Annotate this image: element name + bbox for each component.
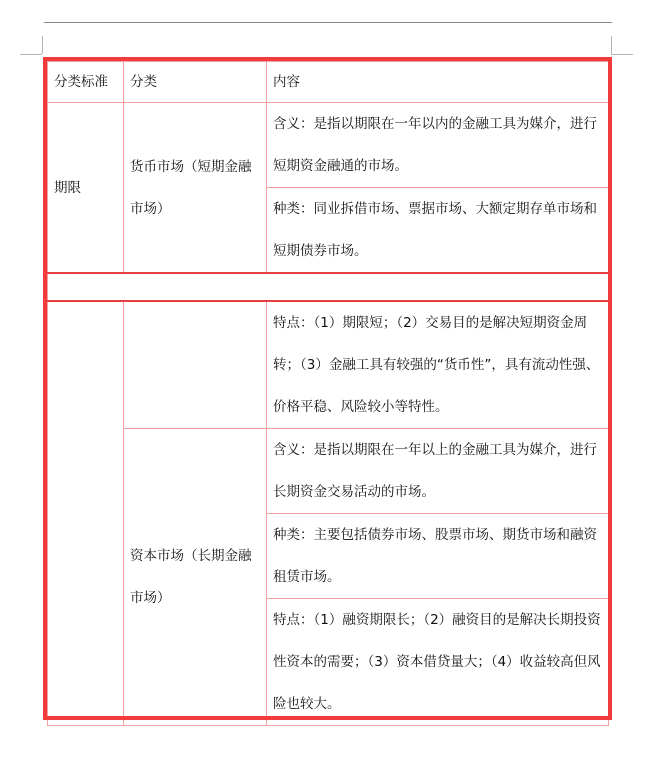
content-cell-money-market-types: 种类：同业拆借市场、票据市场、大额定期存单市场和短期债券市场。 [267,188,609,274]
content-cell-money-market-definition: 含义：是指以期限在一年以内的金融工具为媒介，进行短期资金融通的市场。 [267,103,609,188]
content-cell-capital-market-features: 特点：（1）融资期限长；（2）融资目的是解决长期投资性资本的需要；（3）资本借贷量大；（4）收益较高但风险也较大。 [267,599,609,726]
margin-corner-mark-left [42,36,43,54]
margin-corner-mark-left-horizontal [20,54,42,55]
content-cell-money-market-features: 特点：（1）期限短；（2）交易目的是解决短期资金周转；（3）金融工具有较强的“货币性”，具有流动性强、价格平稳、风险较小等特性。 [267,301,609,429]
page-header-rule [44,22,612,23]
content-cell-capital-market-types: 种类：主要包括债券市场、股票市场、期货市场和融资租赁市场。 [267,514,609,599]
category-cell-capital-market: 资本市场（长期金融市场） [124,429,267,726]
header-category: 分类 [124,62,267,103]
header-criterion: 分类标准 [48,62,124,103]
category-cell-money-market: 货币市场（短期金融市场） [124,103,267,274]
margin-corner-mark-right [611,36,612,54]
content-cell-capital-market-definition: 含义：是指以期限在一年以上的金融工具为媒介，进行长期资金交易活动的市场。 [267,429,609,514]
margin-corner-mark-right-horizontal [611,54,633,55]
criterion-cell-term: 期限 [48,103,124,274]
header-content: 内容 [267,62,609,103]
highlight-frame [43,57,612,720]
